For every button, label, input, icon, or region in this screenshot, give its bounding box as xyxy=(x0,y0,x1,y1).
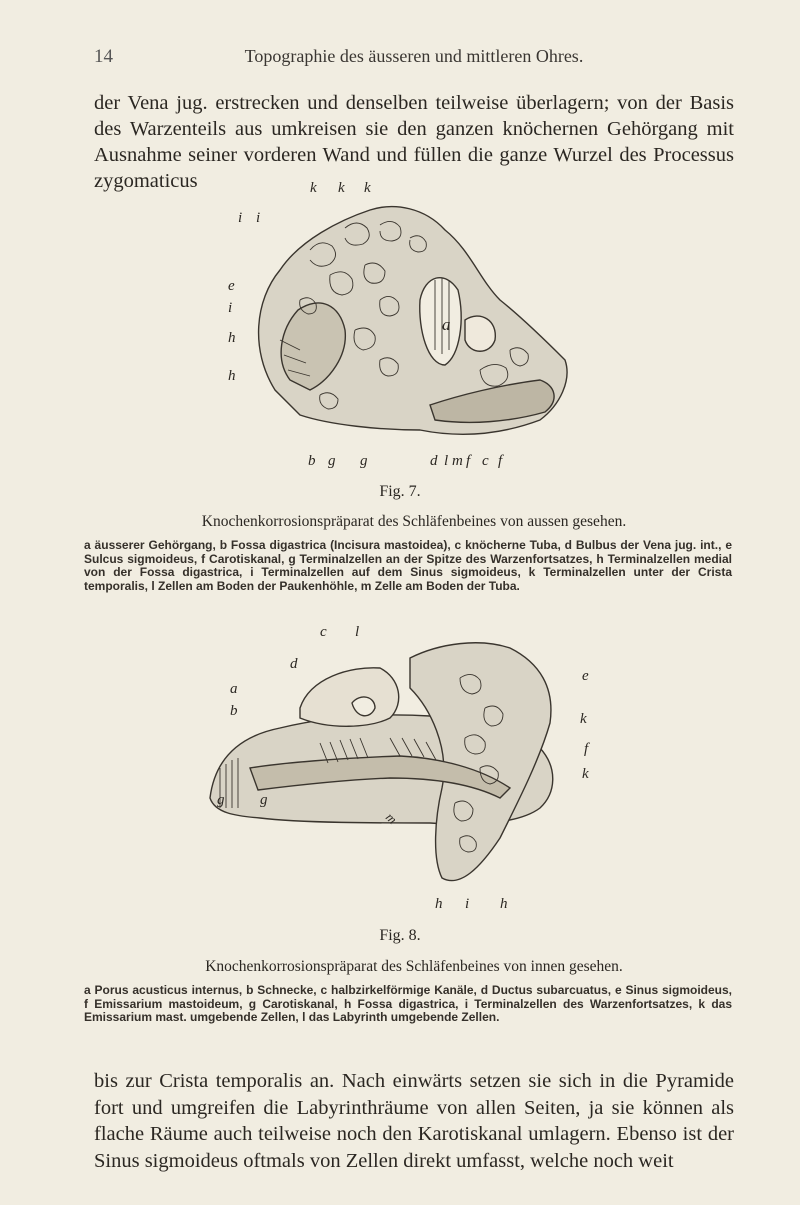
fig7-letter-a: a xyxy=(442,315,451,334)
fig7-letter-k1: k xyxy=(310,180,317,196)
fig8-letter-h2: h xyxy=(500,896,508,912)
fig8-letter-b: b xyxy=(230,703,238,719)
fig7-letter-i1: i xyxy=(238,210,243,226)
fig7-letter-g2: g xyxy=(360,453,368,469)
fig8-letter-k1: k xyxy=(580,711,587,727)
fig8-letter-k2: k xyxy=(582,766,589,782)
running-title: Topographie des äusseren und mittleren Ohres. xyxy=(244,46,584,66)
fig7-letter-h1: h xyxy=(228,330,236,346)
fig8-letter-f: f xyxy=(584,741,589,757)
fig7-letter-f1: f xyxy=(466,453,471,469)
figure-7-caption: a äusserer Gehörgang, b Fossa digastrica (Incisura mastoidea), c knöcherne Tuba, d Bulbus der Vena jug. int., e Sulcus sigmoideus, f Carotiskanal, g Terminalzellen an der Spitze des Warzenfortsatzes, h Terminalzellen medial von der Fossa digastrica, i Terminalzellen auf dem Sinus sigmoideus, k Terminalzellen unter der Crista temporalis, l Zellen am Boden der Paukenhöhle, m Zelle am Boden der Tuba. xyxy=(84,538,732,593)
fig7-letter-c: c xyxy=(482,453,489,469)
fig7-letter-h2: h xyxy=(228,368,236,384)
page-header xyxy=(94,46,734,72)
figure-8-caption: a Porus acusticus internus, b Schnecke, c halbzirkelförmige Kanäle, d Ductus subarcuatus, e Sinus sigmoideus, f Emissarium mastoideum, g Carotiskanal, h Fossa digastrica, i Terminalzellen des Warzenfortsatzes, k das Emissarium mast. umgebende Zellen, l das Labyrinth umgebende Zellen. xyxy=(84,983,732,1024)
fig8-letter-h1: h xyxy=(435,896,443,912)
fig8-letter-c: c xyxy=(320,624,327,640)
fig7-letter-d: d xyxy=(430,453,438,469)
figure-7-illustration xyxy=(180,180,620,480)
fig8-letter-e: e xyxy=(582,668,589,684)
figure-8-title: Knochenkorrosionspräparat des Schläfenbeines von innen gesehen. xyxy=(205,958,623,975)
fig7-letter-i2: i xyxy=(256,210,261,226)
fig7-letter-m: m xyxy=(452,453,463,469)
figure-8-illustration xyxy=(180,618,620,918)
fig8-letter-a: a xyxy=(230,681,238,697)
fig8-letter-l: l xyxy=(355,624,360,640)
fig8-letter-g2: g xyxy=(260,792,268,808)
fig7-letter-e: e xyxy=(228,278,235,294)
fig7-letter-b: b xyxy=(308,453,316,469)
figure-8-label: Fig. 8. xyxy=(379,927,421,944)
fig7-letter-l: l xyxy=(444,453,449,469)
fig8-letter-i: i xyxy=(465,896,470,912)
fig7-letter-k3: k xyxy=(364,180,371,196)
fig8-letter-d: d xyxy=(290,656,298,672)
fig7-letter-k2: k xyxy=(338,180,345,196)
fig7-letter-g1: g xyxy=(328,453,336,469)
fig7-letter-f2: f xyxy=(498,453,503,469)
body-paragraph-bottom: bis zur Crista temporalis an. Nach einwärts setzen sie sich in die Pyramide fort und umgreifen die Labyrinthräume von allen Seiten, ja sie können als flache Räume auch teilweise noch den Karotiskanal umlagern. Ebenso ist der Sinus sigmoideus oftmals von Zellen direkt umfasst, welche noch weit xyxy=(94,1070,734,1172)
figure-7-title: Knochenkorrosionspräparat des Schläfenbeines von aussen gesehen. xyxy=(201,513,627,530)
fig8-letter-m: m xyxy=(382,809,401,827)
figure-7-label: Fig. 7. xyxy=(379,483,421,500)
body-paragraph-top: der Vena jug. erstrecken und denselben teilweise überlagern; von der Basis des Warzenteils aus umkreisen sie den ganzen knöchernen Gehörgang mit Ausnahme seiner vorderen Wand und füllen die ganze Wurzel des Processus zygomaticus xyxy=(94,92,734,192)
fig7-letter-i3: i xyxy=(228,300,233,316)
page-number: 14 xyxy=(94,46,113,67)
fig8-letter-g1: g xyxy=(217,792,225,808)
